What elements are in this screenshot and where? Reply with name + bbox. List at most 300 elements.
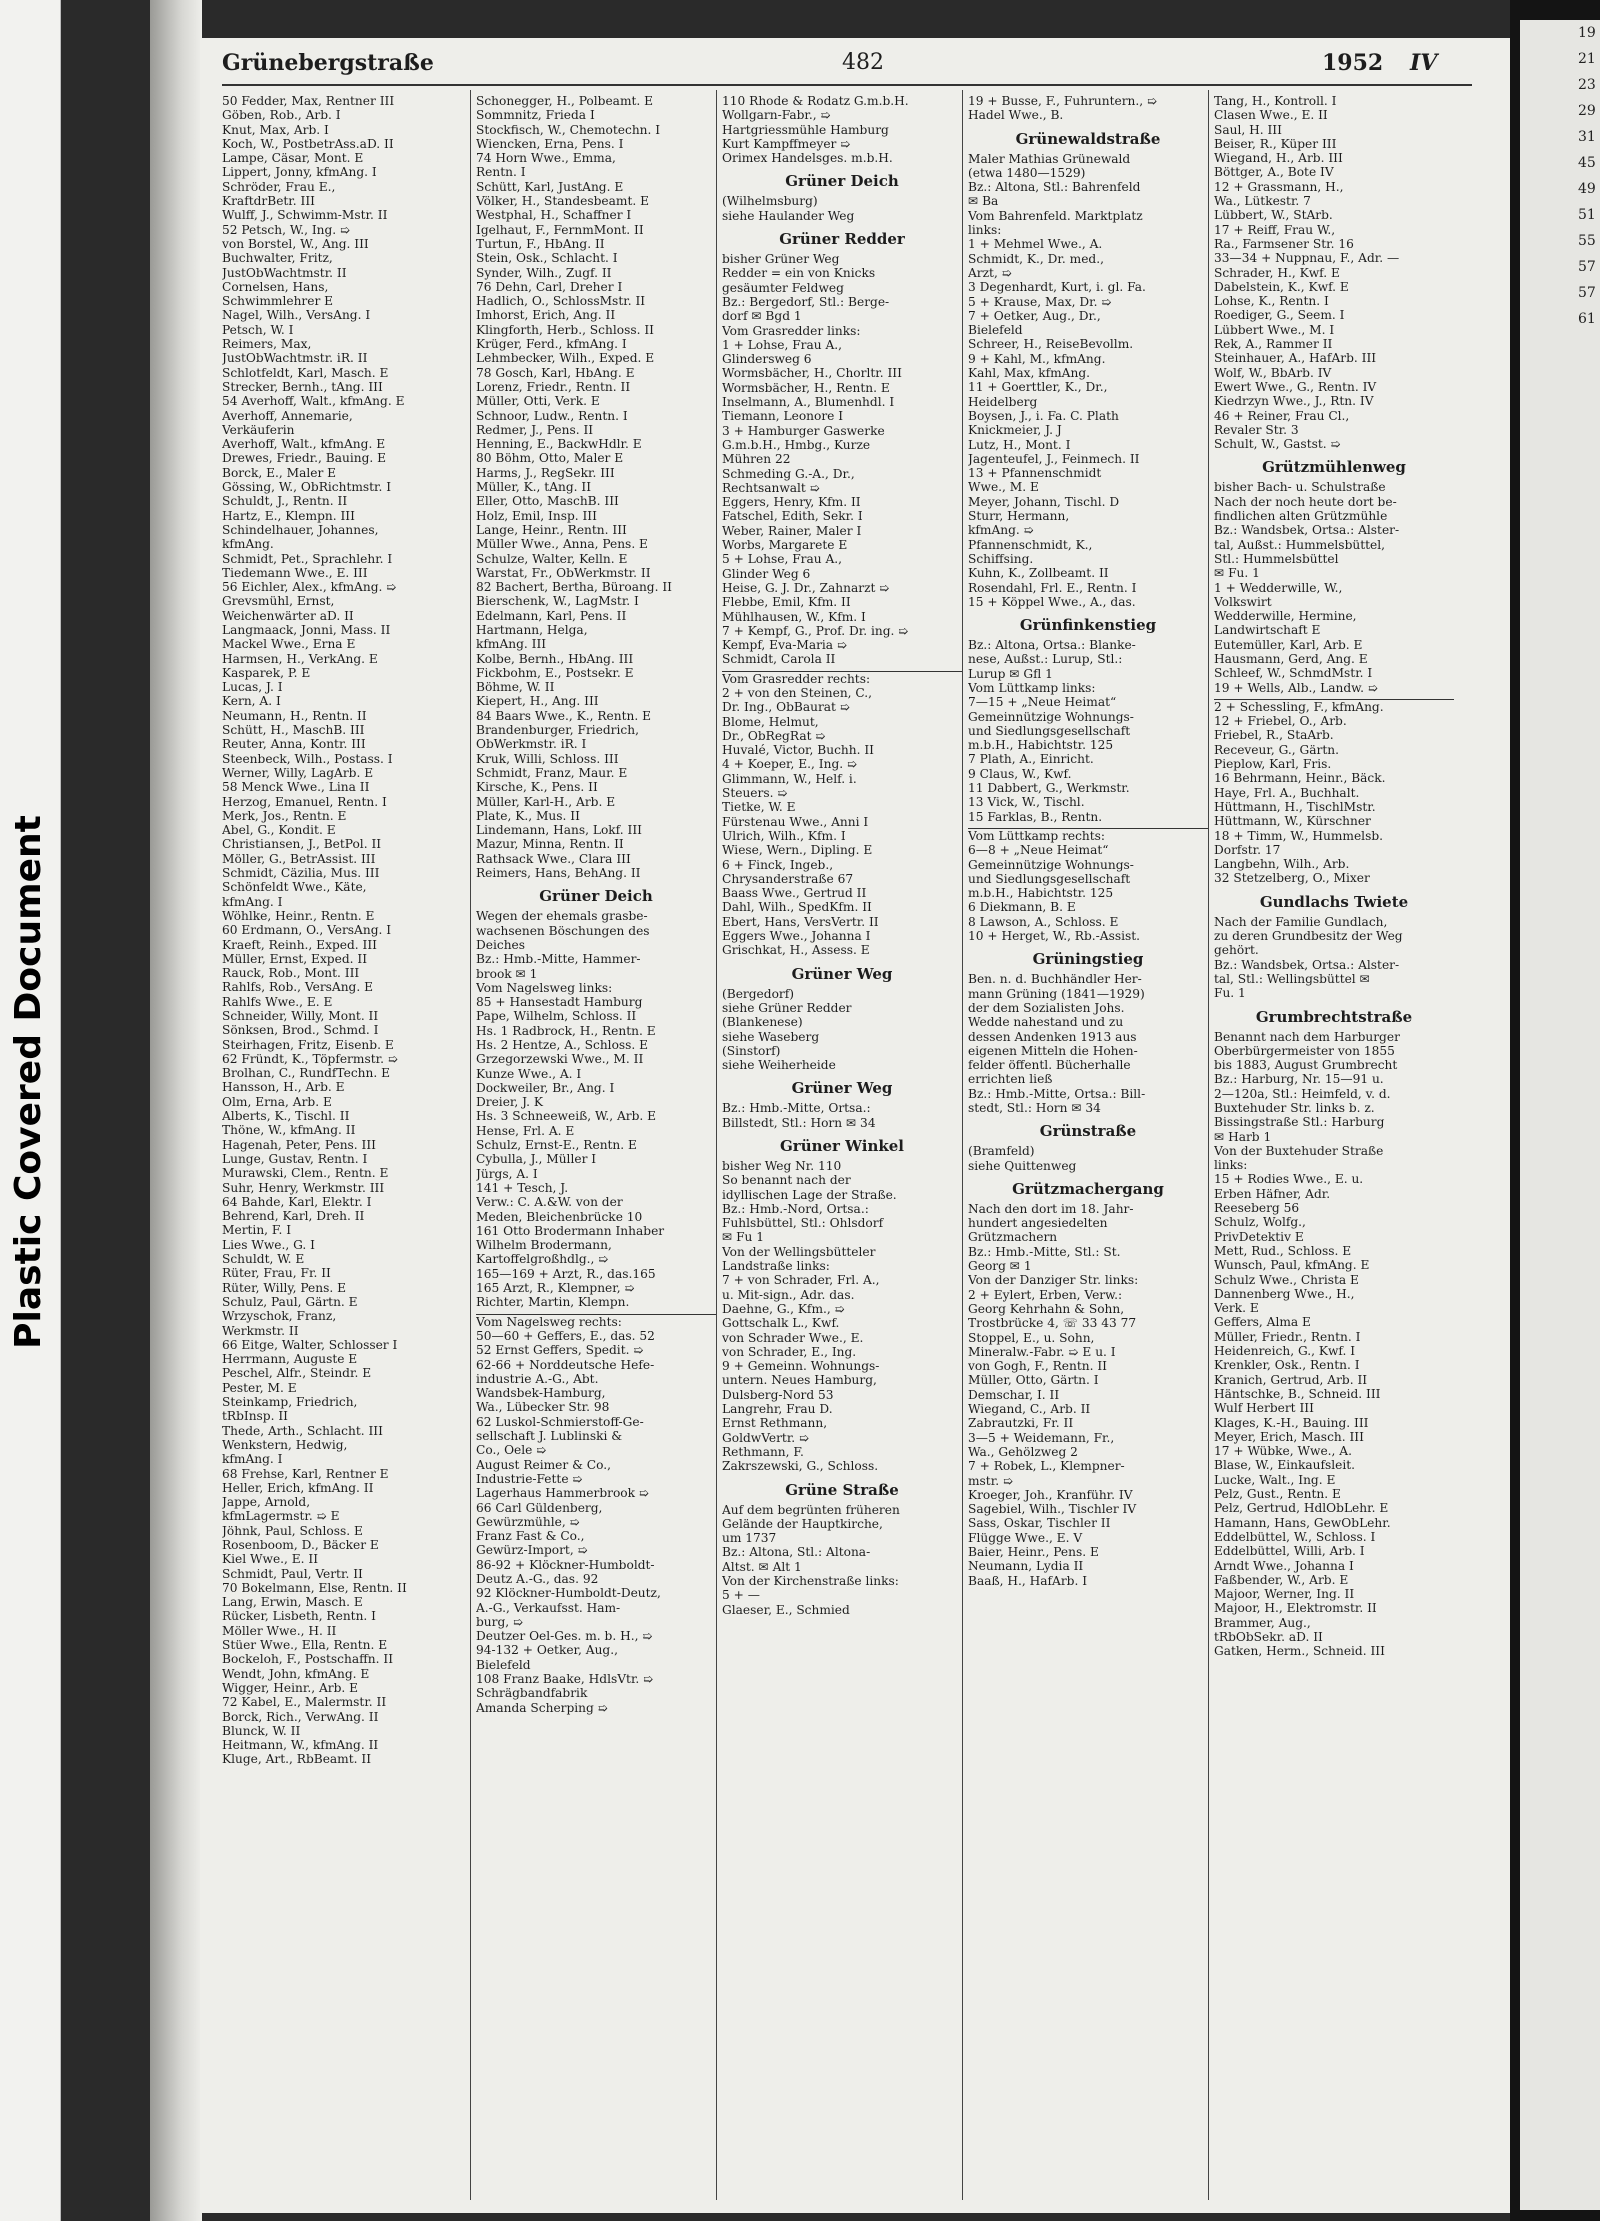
directory-entry: PrivDetektiv E — [1214, 1229, 1304, 1244]
directory-entry: Ebert, Hans, VersVertr. II — [722, 914, 879, 929]
directory-entry: 82 Bachert, Bertha, Büroang. II — [476, 580, 672, 595]
directory-entry: Wulf Herbert III — [1214, 1401, 1314, 1416]
directory-entry: kfmAng. — [222, 537, 274, 552]
directory-entry: Nach der noch heute dort be- — [1214, 494, 1397, 509]
directory-entry: Synder, Wilh., Zugf. II — [476, 265, 612, 280]
directory-entry: Peschel, Alfr., Steindr. E — [222, 1366, 372, 1381]
directory-entry: Blase, W., Einkaufsleit. — [1214, 1458, 1356, 1473]
directory-entry: Bz.: Hmb.-Mitte, Ortsa.: Bill- — [968, 1086, 1146, 1101]
directory-entry: Verk. E — [1214, 1301, 1259, 1316]
directory-entry: Blome, Helmut, — [722, 714, 819, 729]
directory-entry: GoldwVertr. ➯ — [722, 1430, 810, 1445]
directory-entry: ObWerkmstr. iR. I — [476, 737, 587, 752]
directory-entry: Vom Nagelsweg rechts: — [476, 1314, 622, 1329]
directory-entry: Müller, Ernst, Exped. II — [222, 951, 368, 966]
directory-entry: Thöne, W., kfmAng. II — [222, 1123, 356, 1138]
directory-entry: 17 + Wübke, Wwe., A. — [1214, 1444, 1352, 1459]
directory-entry: links: — [968, 223, 1002, 238]
directory-entry: Vom Lüttkamp rechts: — [968, 828, 1106, 843]
directory-entry: Hausmann, Gerd, Ang. E — [1214, 651, 1368, 666]
directory-entry: Stüer Wwe., Ella, Rentn. E — [222, 1638, 388, 1653]
directory-entry: Baass Wwe., Gertrud II — [722, 886, 867, 901]
directory-entry: Tiemann, Leonore I — [722, 409, 844, 424]
directory-entry: Kurt Kampffmeyer ➯ — [722, 136, 851, 151]
directory-entry: 2 + Schessling, F., kfmAng. — [1214, 699, 1384, 714]
right-page-house-number: 51 — [1578, 207, 1596, 223]
directory-entry: Landstraße links: — [722, 1259, 830, 1274]
directory-entry: Kern, A. I — [222, 694, 281, 709]
directory-entry: Imhorst, Erich, Ang. II — [476, 308, 616, 323]
directory-entry: Herzog, Emanuel, Rentn. I — [222, 794, 387, 809]
directory-entry: Gewürz-Import, ➯ — [476, 1543, 588, 1558]
directory-entry: (Bramfeld) — [968, 1144, 1035, 1159]
directory-entry: untern. Neues Hamburg, — [722, 1373, 877, 1388]
directory-entry: 9 Claus, W., Kwf. — [968, 766, 1072, 781]
directory-entry: Hansson, H., Arb. E — [222, 1080, 345, 1095]
directory-entry: Wulff, J., Schwimm-Mstr. II — [222, 208, 388, 223]
directory-entry: Wolf, W., BbArb. IV — [1214, 365, 1332, 380]
column-5 — [1214, 94, 1454, 2194]
directory-entry: Deutz A.-G., das. 92 — [476, 1571, 599, 1586]
column-divider — [470, 90, 471, 2200]
directory-entry: Fürstenau Wwe., Anni I — [722, 814, 869, 829]
directory-entry: 62 Fründt, K., Töpfermstr. ➯ — [222, 1051, 399, 1066]
section-heading: Grünstraße — [1039, 1122, 1137, 1141]
directory-entry: Kuhn, K., Zollbeamt. II — [968, 566, 1109, 581]
directory-entry: Langrehr, Frau D. — [722, 1402, 833, 1417]
directory-entry: Gemeinnützige Wohnungs- — [968, 857, 1134, 872]
header-volume: IV — [1410, 50, 1438, 76]
directory-entry: tal, Außst.: Hummelsbüttel, — [1214, 537, 1385, 552]
directory-entry: 94-132 + Oetker, Aug., — [476, 1643, 618, 1658]
directory-entry: Jöhnk, Paul, Schloss. E — [222, 1523, 363, 1538]
directory-entry: Thede, Arth., Schlacht. III — [222, 1423, 383, 1438]
directory-entry: Müller, Otto, Gärtn. I — [968, 1373, 1099, 1388]
directory-entry: Dockweiler, Br., Ang. I — [476, 1080, 615, 1095]
directory-entry: Lindemann, Hans, Lokf. III — [476, 823, 642, 838]
directory-entry: Revaler Str. 3 — [1214, 422, 1299, 437]
directory-entry: Schmidt, Franz, Maur. E — [476, 765, 628, 780]
directory-entry: Bissingstraße Stl.: Harburg — [1214, 1115, 1385, 1130]
directory-entry: 7 + von Schrader, Frl. A., — [722, 1273, 880, 1288]
directory-entry: Grischkat, H., Assess. E — [722, 943, 870, 958]
directory-entry: Werkmstr. II — [222, 1323, 299, 1338]
right-page-house-number: 29 — [1578, 103, 1596, 119]
directory-entry: Schütt, H., MaschB. III — [222, 723, 365, 738]
directory-entry: Rahlfs, Rob., VersAng. E — [222, 980, 373, 995]
directory-entry: Kempf, Eva-Maria ➯ — [722, 638, 848, 653]
section-heading: Grüner Winkel — [779, 1137, 904, 1155]
directory-entry: 3 + Hamburger Gaswerke — [722, 423, 885, 438]
directory-entry: Industrie-Fette ➯ — [476, 1471, 583, 1486]
directory-entry: 161 Otto Brodermann Inhaber — [476, 1223, 665, 1238]
directory-entry: der dem Sozialisten Johs. — [968, 1000, 1125, 1015]
directory-entry: Dulsberg-Nord 53 — [722, 1387, 834, 1402]
directory-entry: Gössing, W., ObRichtmstr. I — [222, 480, 392, 495]
directory-entry: JustObWachtmstr. iR. II — [222, 351, 368, 366]
directory-entry: Bz.: Altona, Ortsa.: Blanke- — [968, 638, 1136, 653]
directory-entry: Von der Wellingsbütteler — [722, 1244, 876, 1259]
directory-entry: Bz.: Altona, Stl.: Bahrenfeld — [968, 180, 1141, 195]
directory-entry: Rechtsanwalt ➯ — [722, 480, 820, 495]
directory-entry: Weichenwärter aD. II — [222, 608, 354, 623]
directory-entry: Vom Nagelsweg links: — [476, 980, 613, 995]
directory-entry: Behrend, Karl, Dreh. II — [222, 1209, 365, 1224]
directory-entry: Kranich, Gertrud, Arb. II — [1214, 1372, 1368, 1387]
directory-entry: Schleef, W., SchmdMstr. I — [1214, 666, 1373, 681]
directory-entry: und Siedlungsgesellschaft — [968, 723, 1131, 738]
directory-entry: Deiches — [476, 937, 526, 952]
directory-entry: Baaß, H., HafArb. I — [968, 1573, 1088, 1588]
directory-entry: (Sinstorf) — [722, 1043, 781, 1058]
directory-entry: 72 Kabel, E., Malermstr. II — [222, 1695, 387, 1710]
directory-entry: Grützmachern — [968, 1230, 1058, 1245]
directory-entry: Kraeft, Reinh., Exped. III — [222, 937, 377, 952]
directory-entry: von Schrader, E., Ing. — [722, 1344, 857, 1359]
directory-entry: Lies Wwe., G. I — [222, 1237, 315, 1252]
column-divider — [962, 90, 963, 2200]
directory-entry: Eddelbüttel, W., Schloss. I — [1214, 1529, 1376, 1544]
directory-entry: Gatken, Herm., Schneid. III — [1214, 1644, 1385, 1659]
directory-entry: Inselmann, A., Blumenhdl. I — [722, 395, 895, 410]
directory-entry: brook ✉ 1 — [476, 966, 538, 981]
directory-entry: Hadlich, O., SchlossMstr. II — [476, 294, 646, 309]
directory-entry: Vom Grasredder links: — [722, 323, 861, 338]
header-street: Grünebergstraße — [222, 50, 434, 76]
directory-entry: Ulrich, Wilh., Kfm. I — [722, 828, 846, 843]
side-label: Plastic Covered Document — [8, 815, 49, 1349]
directory-entry: Bz.: Hmb.-Mitte, Stl.: St. — [968, 1244, 1121, 1259]
directory-entry: Reimers, Hans, BehAng. II — [476, 866, 641, 881]
directory-entry: Lang, Erwin, Masch. E — [222, 1595, 363, 1610]
directory-entry: Schuldt, J., Rentn. II — [222, 494, 348, 509]
directory-entry: Dorfstr. 17 — [1214, 842, 1281, 857]
directory-entry: kfmAng. I — [222, 894, 283, 909]
directory-entry: Altst. ✉ Alt 1 — [722, 1559, 802, 1574]
directory-entry: Grzegorzewski Wwe., M. II — [476, 1052, 644, 1067]
directory-entry: eigenen Mitteln die Hohen- — [968, 1043, 1138, 1058]
directory-entry: Lucke, Walt., Ing. E — [1214, 1472, 1336, 1487]
directory-entry: Schütt, Karl, JustAng. E — [476, 179, 624, 194]
directory-entry: Redmer, J., Pens. II — [476, 422, 594, 437]
column-4 — [968, 94, 1208, 2194]
directory-entry: Kruk, Willi, Schloss. III — [476, 751, 619, 766]
directory-entry: Gemeinnützige Wohnungs- — [968, 709, 1134, 724]
directory-entry: Ben. n. d. Buchhändler Her- — [968, 972, 1142, 987]
directory-entry: Böhme, W. II — [476, 680, 555, 695]
directory-entry: 13 + Pfannenschmidt — [968, 466, 1102, 481]
directory-entry: Landwirtschaft E — [1214, 623, 1321, 638]
column-1 — [222, 94, 462, 2194]
directory-entry: Kluge, Art., RbBeamt. II — [222, 1752, 372, 1767]
directory-entry: Abel, G., Kondit. E — [222, 823, 336, 838]
directory-entry: Flügge Wwe., E. V — [968, 1530, 1083, 1545]
directory-entry: siehe Weiherheide — [722, 1058, 836, 1073]
directory-entry: 12 + Grassmann, H., — [1214, 179, 1344, 194]
directory-entry: Reimers, Max, — [222, 337, 312, 352]
directory-entry: Rahlfs Wwe., E. E — [222, 994, 333, 1009]
directory-entry: Schneider, Willy, Mont. II — [222, 1009, 379, 1023]
directory-entry: Klingforth, Herb., Schloss. II — [476, 322, 654, 337]
directory-entry: Mazur, Minna, Rentn. II — [476, 837, 624, 852]
directory-entry: Stl.: Hummelsbüttel — [1214, 551, 1339, 566]
directory-entry: Hense, Frl. A. E — [476, 1123, 575, 1138]
directory-entry: 2—120a, Stl.: Heimfeld, v. d. — [1214, 1086, 1391, 1101]
directory-entry: Georg ✉ 1 — [968, 1259, 1032, 1274]
directory-entry: Bz.: Hmb.-Mitte, Hammer- — [476, 952, 641, 967]
directory-entry: Rosendahl, Frl. E., Rentn. I — [968, 580, 1137, 595]
directory-entry: Klages, K.-H., Bauing. III — [1214, 1415, 1369, 1430]
directory-entry: Benannt nach dem Harburger — [1214, 1029, 1400, 1044]
directory-entry: Eutemüller, Karl, Arb. E — [1214, 637, 1363, 652]
column-divider — [1208, 90, 1209, 2200]
directory-entry: Erben Häfner, Adr. — [1214, 1186, 1331, 1201]
directory-entry: Schnoor, Ludw., Rentn. I — [476, 408, 628, 423]
directory-entry: Suhr, Henry, Werkmstr. III — [222, 1180, 385, 1195]
right-page-house-number: 55 — [1578, 233, 1596, 249]
right-page-house-number: 57 — [1578, 259, 1596, 275]
directory-entry: Warstat, Fr., ObWerkmstr. II — [476, 565, 651, 580]
directory-entry: Lutz, H., Mont. I — [968, 437, 1071, 452]
directory-entry: Kahl, Max, kfmAng. — [968, 366, 1091, 381]
directory-entry: Dannenberg Wwe., H., — [1214, 1286, 1355, 1301]
directory-entry: Schmidt, Cäzilia, Mus. III — [222, 866, 380, 881]
directory-entry: Eggers Wwe., Johanna I — [722, 929, 871, 944]
directory-entry: mstr. ➯ — [968, 1473, 1014, 1488]
directory-entry: Hüttmann, W., Kürschner — [1214, 814, 1371, 829]
directory-entry: Schreer, H., ReiseBevollm. — [968, 337, 1134, 352]
directory-entry: Lippert, Jonny, kfmAng. I — [222, 165, 377, 180]
directory-entry: Fu. 1 — [1214, 986, 1246, 1001]
directory-entry: Lübbert Wwe., M. I — [1214, 322, 1335, 337]
directory-entry: Jürgs, A. I — [476, 1166, 538, 1181]
directory-entry: Von der Buxtehuder Straße — [1214, 1143, 1384, 1158]
section-heading: Grüne Straße — [785, 1480, 899, 1499]
directory-entry: Schrader, H., Kwf. E — [1214, 265, 1340, 280]
directory-entry: felder öffentl. Bücherhalle — [968, 1058, 1131, 1073]
directory-page — [200, 38, 1510, 2213]
directory-entry: Stoppel, E., u. Sohn, — [968, 1330, 1095, 1345]
directory-entry: Bz.: Hmb.-Nord, Ortsa.: — [722, 1201, 869, 1216]
directory-entry: Demschar, I. II — [968, 1387, 1060, 1402]
directory-entry: Borck, E., Maler E — [222, 465, 337, 480]
right-page-house-number: 19 — [1578, 25, 1596, 41]
directory-entry: Schwimmlehrer E — [222, 294, 334, 309]
directory-entry: Kiedrzyn Wwe., J., Rtn. IV — [1214, 394, 1374, 409]
directory-entry: Neumann, Lydia II — [968, 1559, 1084, 1574]
directory-entry: Vom Grasredder rechts: — [722, 671, 871, 686]
directory-entry: Göben, Rob., Arb. I — [222, 108, 341, 123]
directory-entry: Nagel, Wilh., VersAng. I — [222, 308, 371, 323]
directory-entry: 6 + Finck, Ingeb., — [722, 857, 834, 872]
directory-entry: Dahl, Wilh., SpedKfm. II — [722, 900, 872, 915]
directory-entry: August Reimer & Co., — [476, 1457, 612, 1472]
directory-entry: Rücker, Lisbeth, Rentn. I — [222, 1609, 376, 1624]
directory-entry: Lübbert, W., StArb. — [1214, 208, 1333, 223]
directory-entry: Wwe., M. E — [968, 480, 1039, 495]
directory-entry: 18 + Timm, W., Hummelsb. — [1214, 828, 1384, 843]
directory-entry: Averhoff, Annemarie, — [222, 408, 353, 423]
directory-entry: Drewes, Friedr., Bauing. E — [222, 451, 387, 466]
directory-entry: Müller, Otti, Verk. E — [476, 394, 600, 409]
directory-entry: wachsenen Böschungen des — [476, 923, 650, 938]
directory-entry: Jappe, Arnold, — [222, 1495, 311, 1510]
directory-entry: 66 Eitge, Walter, Schlosser I — [222, 1337, 398, 1352]
directory-entry: Lucas, J. I — [222, 680, 283, 695]
directory-entry: Orimex Handelsges. m.b.H. — [722, 151, 893, 166]
directory-entry: burg, ➯ — [476, 1614, 524, 1629]
directory-entry: Cybulla, J., Müller I — [476, 1152, 597, 1167]
directory-entry: nese, Außst.: Lurup, Stl.: — [968, 652, 1123, 667]
directory-entry: Von der Kirchenstraße links: — [722, 1574, 899, 1589]
directory-entry: Merk, Jos., Rentn. E — [222, 808, 347, 823]
directory-entry: und Siedlungsgesellschaft — [968, 871, 1131, 886]
directory-entry: Meden, Bleichenbrücke 10 — [476, 1209, 643, 1224]
directory-entry: Schmidt, Paul, Vertr. II — [222, 1566, 363, 1581]
directory-entry: links: — [1214, 1158, 1248, 1173]
directory-entry: So benannt nach der — [722, 1173, 851, 1188]
directory-entry: Richter, Martin, Klempn. — [476, 1295, 630, 1310]
directory-entry: Heller, Erich, kfmAng. II — [222, 1480, 374, 1495]
directory-entry: Pfannenschmidt, K., — [968, 537, 1093, 552]
directory-entry: Vom Bahrenfeld. Marktplatz — [968, 208, 1143, 223]
directory-entry: m.b.H., Habichtstr. 125 — [968, 886, 1114, 901]
directory-entry: industrie A.-G., Abt. — [476, 1371, 599, 1386]
section-heading: Gundlachs Twiete — [1259, 892, 1409, 911]
directory-entry: Heitmann, W., kfmAng. II — [222, 1738, 379, 1753]
directory-entry: Bz.: Wandsbek, Ortsa.: Alster- — [1214, 957, 1400, 972]
directory-entry: 7 + Robek, L., Klempner- — [968, 1459, 1125, 1474]
directory-entry: Blunck, W. II — [222, 1723, 301, 1738]
directory-entry: Brammer, Aug., — [1214, 1615, 1311, 1630]
section-heading: Grumbrechtstraße — [1255, 1007, 1413, 1026]
directory-entry: Hs. 2 Hentze, A., Schloss. E — [476, 1038, 649, 1052]
directory-entry: 66 Carl Güldenberg, — [476, 1500, 603, 1515]
directory-entry: gehört. — [1214, 943, 1259, 958]
directory-entry: Wunsch, Paul, kfmAng. E — [1214, 1258, 1370, 1273]
directory-entry: Bz.: Wandsbek, Ortsa.: Alster- — [1214, 523, 1400, 538]
directory-entry: Rüter, Frau, Fr. II — [222, 1266, 331, 1281]
directory-entry: kfmAng. I — [222, 1452, 283, 1467]
directory-entry: Steenbeck, Wilh., Postass. I — [222, 751, 393, 766]
right-page-house-number: 49 — [1578, 181, 1596, 197]
section-heading: Grützmühlenweg — [1262, 458, 1406, 477]
directory-entry: 74 Horn Wwe., Emma, — [476, 151, 616, 166]
directory-entry: Wigger, Heinr., Arb. E — [222, 1680, 359, 1695]
column-3 — [722, 94, 962, 2194]
directory-entry: Turtun, F., HbAng. II — [476, 236, 605, 251]
directory-entry: 1 + Lohse, Frau A., — [722, 337, 843, 352]
directory-entry: Tietke, W. E — [722, 800, 796, 815]
directory-entry: Schulz, Wolfg., — [1214, 1215, 1306, 1230]
directory-entry: Bz.: Hmb.-Mitte, Ortsa.: — [722, 1101, 871, 1116]
directory-entry: Schrägbandfabrik — [476, 1686, 588, 1701]
directory-entry: Cornelsen, Hans, — [222, 279, 329, 294]
directory-entry: Dreier, J. K — [476, 1095, 543, 1110]
directory-entry: 108 Franz Baake, HdlsVtr. ➯ — [476, 1672, 654, 1687]
directory-entry: 16 Behrmann, Heinr., Bäck. — [1214, 771, 1386, 786]
header-page-number: 482 — [842, 50, 884, 75]
directory-entry: Alberts, K., Tischl. II — [222, 1109, 350, 1124]
directory-entry: Wendt, John, kfmAng. E — [222, 1666, 370, 1681]
directory-entry: Borck, Rich., VerwAng. II — [222, 1709, 379, 1724]
directory-entry: Boysen, J., i. Fa. C. Plath — [968, 408, 1119, 423]
directory-entry: von Borstel, W., Ang. III — [222, 236, 369, 251]
directory-entry: dessen Andenken 1913 aus — [968, 1029, 1137, 1044]
directory-entry: Gelände der Hauptkirche, — [722, 1516, 883, 1531]
directory-entry: kfmLagermstr. ➯ E — [222, 1509, 340, 1524]
directory-entry: 52 Petsch, W., Ing. ➯ — [222, 222, 351, 237]
directory-entry: Steinkamp, Friedrich, — [222, 1395, 358, 1410]
directory-entry: 165 Arzt, R., Klempner, ➯ — [476, 1281, 635, 1296]
directory-entry: ✉ Harb 1 — [1214, 1129, 1272, 1144]
directory-entry: Dr. Ing., ObBaurat ➯ — [722, 700, 851, 715]
directory-entry: 15 + Köppel Wwe., A., das. — [968, 594, 1136, 609]
directory-entry: Schönfeldt Wwe., Käte, — [222, 880, 367, 895]
directory-entry: Kasparek, P. E — [222, 665, 311, 680]
directory-entry: Chrysanderstraße 67 — [722, 871, 854, 886]
directory-entry: 85 + Hansestadt Hamburg — [476, 995, 643, 1010]
directory-entry: Wiegand, H., Arb. III — [1214, 151, 1343, 166]
directory-entry: Sass, Oskar, Tischler II — [968, 1516, 1111, 1531]
directory-entry: Geffers, Alma E — [1214, 1315, 1311, 1330]
directory-entry: Dabelstein, K., Kwf. E — [1214, 279, 1349, 294]
section-heading: Grützmachergang — [1012, 1179, 1164, 1198]
directory-entry: 13 Vick, W., Tischl. — [968, 795, 1085, 810]
directory-entry: Müller, K., tAng. II — [476, 480, 592, 495]
directory-entry: Fickbohm, E., Postsekr. E — [476, 665, 634, 680]
directory-entry: 70 Bokelmann, Else, Rentn. II — [222, 1580, 407, 1595]
directory-entry: Ewert Wwe., G., Rentn. IV — [1214, 379, 1377, 394]
directory-entry: Wedderwille, Hermine, — [1214, 609, 1357, 624]
directory-entry: 2 + von den Steinen, C., — [722, 685, 873, 700]
directory-entry: Völker, H., Standesbeamt. E — [476, 194, 650, 209]
directory-entry: Wandsbek-Hamburg, — [476, 1386, 606, 1401]
directory-entry: 19 + Busse, F., Fuhruntern., ➯ — [968, 94, 1158, 108]
directory-entry: 58 Menck Wwe., Lina II — [222, 780, 370, 795]
directory-entry: Pape, Wilhelm, Schloss. II — [476, 1009, 637, 1024]
directory-entry: 3 Degenhardt, Kurt, i. gl. Fa. — [968, 280, 1146, 295]
directory-entry: Wormsbächer, H., Rentn. E — [722, 380, 890, 395]
directory-entry: Bz.: Harburg, Nr. 15—91 u. — [1214, 1072, 1384, 1087]
directory-entry: Wa., Lütkestr. 7 — [1214, 194, 1311, 209]
directory-entry: bisher Grüner Weg — [722, 252, 840, 267]
directory-entry: Schulz Wwe., Christa E — [1214, 1272, 1359, 1287]
directory-entry: Eggers, Henry, Kfm. II — [722, 495, 861, 510]
directory-entry: Wrzyschok, Franz, — [222, 1309, 337, 1324]
directory-entry: Bielefeld — [968, 323, 1023, 338]
directory-entry: zu deren Grundbesitz der Weg — [1214, 929, 1403, 944]
directory-entry: Jagenteufel, J., Feinmech. II — [968, 451, 1140, 466]
directory-entry: Schuldt, W. E — [222, 1252, 305, 1267]
directory-entry: Fuhlsbüttel, Stl.: Ohlsdorf — [722, 1216, 884, 1231]
directory-entry: Rathsack Wwe., Clara III — [476, 851, 631, 866]
directory-entry: Roediger, G., Seem. I — [1214, 308, 1345, 323]
directory-entry: hundert angesiedelten — [968, 1216, 1108, 1231]
directory-entry: Nach den dort im 18. Jahr- — [968, 1201, 1134, 1216]
directory-entry: Pelz, Gust., Rentn. E — [1214, 1487, 1341, 1502]
directory-entry: Glaeser, E., Schmied — [722, 1602, 850, 1617]
directory-entry: Bockeloh, F., Postschaffn. II — [222, 1652, 394, 1667]
directory-entry: Murawski, Clem., Rentn. E — [222, 1166, 389, 1181]
directory-entry: Vom Lüttkamp links: — [968, 680, 1096, 695]
directory-entry: Wedde nahestand und zu — [968, 1015, 1124, 1030]
section-heading: Grüner Weg — [791, 964, 893, 983]
directory-entry: stedt, Stl.: Horn ✉ 34 — [968, 1101, 1101, 1115]
directory-entry: u. Mit-sign., Adr. das. — [722, 1287, 855, 1302]
directory-entry: tal, Stl.: Wellingsbüttel ✉ — [1214, 971, 1370, 986]
directory-entry: 15 + Rodies Wwe., E. u. — [1214, 1172, 1364, 1187]
